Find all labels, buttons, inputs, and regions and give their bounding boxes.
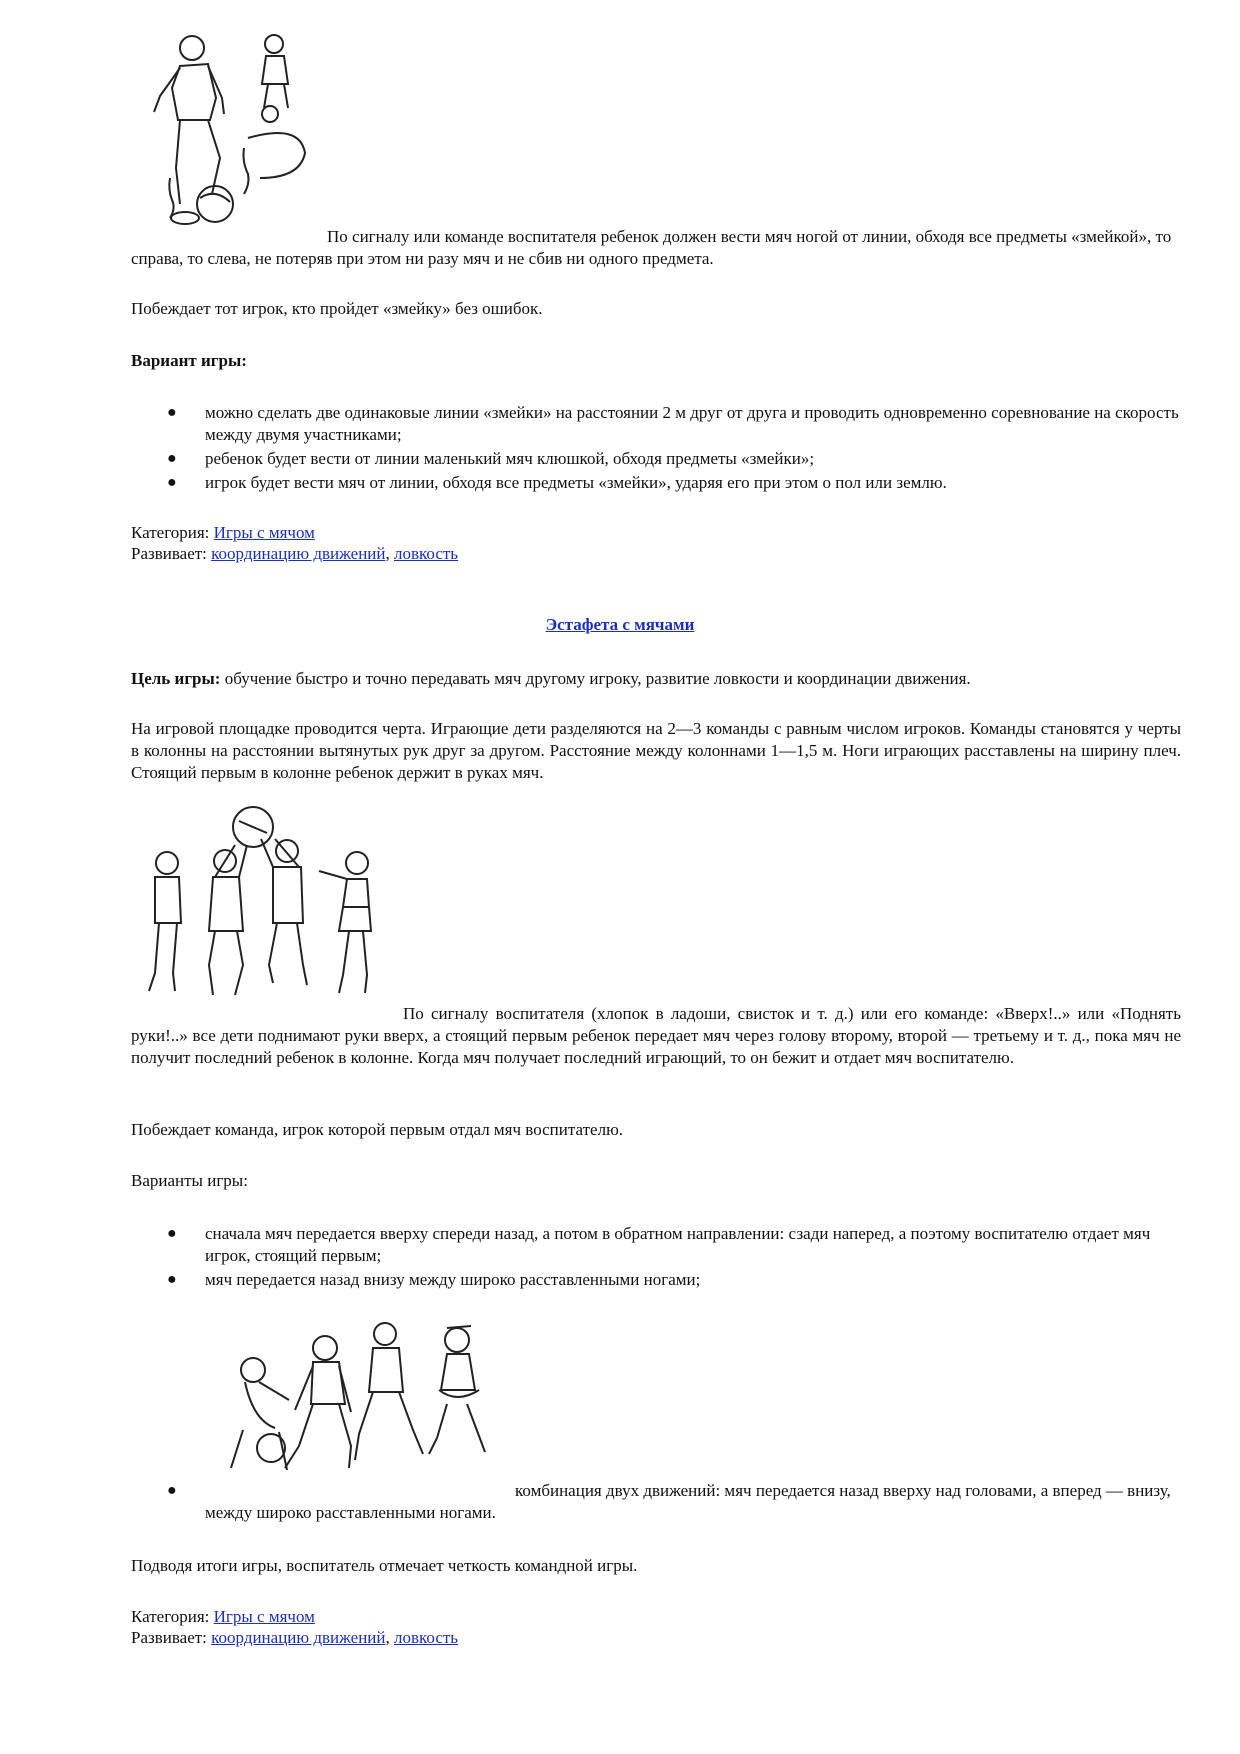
variant-title: Вариант игры: [131,351,247,370]
illustration-passing-ball-low [223,1320,513,1485]
section2-title-wrap [0,614,1240,636]
illustration-passing-ball-overhead [143,805,393,1010]
develops-link-agility[interactable]: ловкость [393,544,459,563]
develops-link-agility[interactable]: ловкость [393,1628,459,1647]
category-line: Категория: Игры с мячом [131,523,315,542]
develops-line: Развивает: координацию движений, ловкость [131,1628,459,1647]
variants-list [131,1223,1181,1291]
variants-title: Варианты игры: [131,1171,248,1190]
section2-paragraph-2: По сигналу воспитателя (хлопок в ладоши, свисток и т. д.) или его команде: «Вверх!..» или «Поднять руки!..» все дети поднимают руки вверх, а стоящий первым ребенок передает мяч через голову второму, второй — третьему и т. д., пока мяч не получит последний ребенок в колонне. Когда мяч получает последний играющий, то он бежит и отдает мяч воспитателю. [131,1004,1181,1067]
section2-paragraph-3: Побеждает команда, игрок которой первым отдал мяч воспитателю. [131,1120,624,1139]
list-item: ● ребенок будет вести от линии маленький мяч клюшкой, обходя предметы «змейки»; [167,449,815,468]
category-link[interactable]: Игры с мячом [213,523,315,542]
develops-link-coordination[interactable]: координацию движений [211,1628,386,1647]
category-link[interactable]: Игры с мячом [213,1607,315,1626]
variant-list [131,402,1181,494]
list-item: ● можно сделать две одинаковые линии «змейки» на расстоянии 2 м друг от друга и проводить одновременно соревнование на скорость между двумя участниками; [167,403,1179,444]
section2-title-link[interactable]: Эстафета с мячами [545,615,695,634]
goal-line: Цель игры: обучение быстро и точно передавать мяч другому игроку, развитие ловкости и координации движения. [131,669,971,688]
develops-link-coordination[interactable]: координацию движений [211,544,386,563]
section2-paragraph-1: На игровой площадке проводится черта. Играющие дети разделяются на 2—3 команды с равным числом игроков. Команды становятся у черты в колонны на расстоянии вытянутых рук друг за другом. Расстояние между колоннами 1—1,5 м. Ноги играющих расставлены на ширину плеч. Стоящий первым в колонне ребенок держит в руках мяч. [131,719,1181,782]
list-item: ● комбинация двух движений: мяч передается назад вверху над головами, а вперед — внизу, между широко расставленными ногами. [167,1481,1171,1522]
illustration-dribbling-children [150,28,320,233]
section2-paragraph-4: Подводя итоги игры, воспитатель отмечает четкость командной игры. [131,1556,638,1575]
variants-list-combo [131,1480,1181,1524]
list-item: ● сначала мяч передается вверху спереди назад, а потом в обратном направлении: сзади наперед, а поэтому воспитателю отдает мяч игрок, стоящий первым; [167,1224,1151,1265]
develops-line: Развивает: координацию движений, ловкость [131,544,459,563]
section1-paragraph-2: Побеждает тот игрок, кто пройдет «змейку» без ошибок. [131,299,543,318]
section1-paragraph-1: По сигналу или команде воспитателя ребенок должен вести мяч ногой от линии, обходя все предметы «змейкой», то справа, то слева, не потеряв при этом ни разу мяч и не сбив ни одного предмета. [131,227,1172,268]
list-item: ● мяч передается назад внизу между широко расставленными ногами; [167,1270,701,1289]
category-line: Категория: Игры с мячом [131,1607,315,1626]
list-item: ● игрок будет вести мяч от линии, обходя все предметы «змейки», ударяя его при этом о пол или землю. [167,473,947,492]
